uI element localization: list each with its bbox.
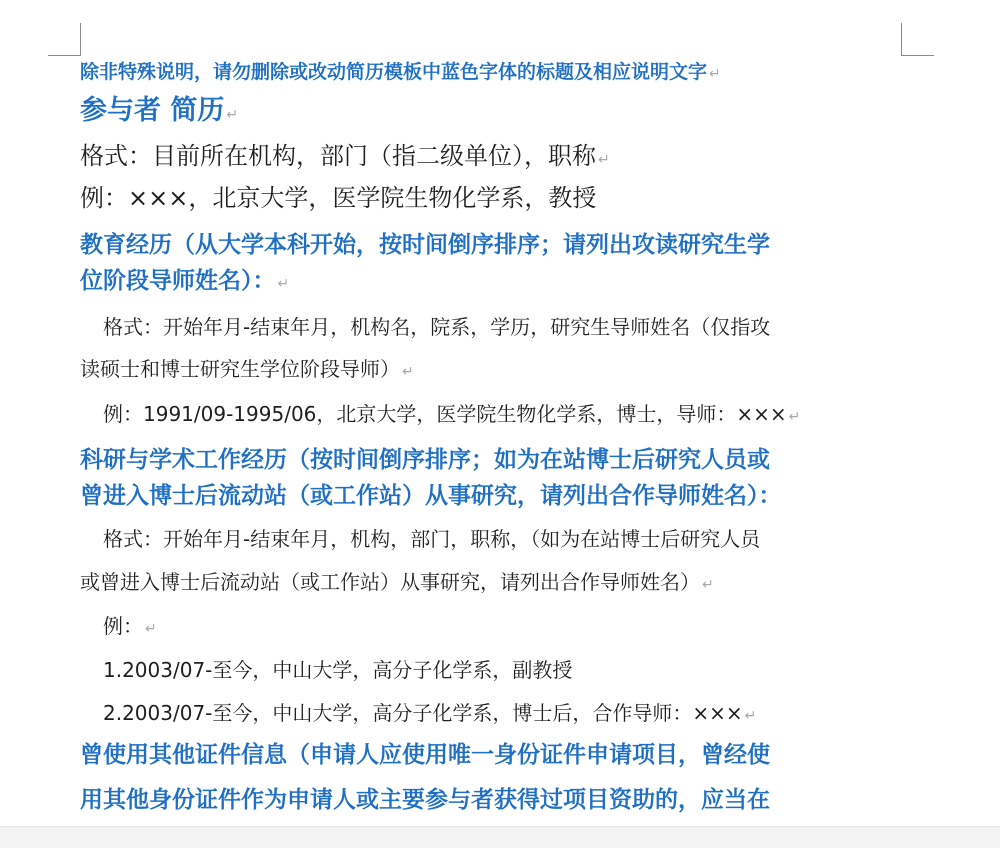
- education-example-line[interactable]: 例：1991/09-1995/06，北京大学，医学院生物化学系，博士，导师：××× ↵: [103, 402, 801, 426]
- education-format-line-1[interactable]: 格式：开始年月-结束年月，机构名，院系，学历，研究生导师姓名（仅指攻: [103, 315, 771, 339]
- research-format-line-1[interactable]: 格式：开始年月-结束年月，机构，部门，职称，（如为在站博士后研究人员: [103, 527, 761, 551]
- paragraph-mark-icon: ↵: [145, 621, 157, 637]
- template-note[interactable]: 除非特殊说明，请勿删除或改动简历模板中蓝色字体的标题及相应说明文字 ↵: [80, 61, 721, 83]
- example-line[interactable]: 例：×××，北京大学，医学院生物化学系，教授: [80, 184, 597, 212]
- paragraph-mark-icon: ↵: [709, 66, 721, 82]
- education-format-line-2[interactable]: 读硕士和博士研究生学位阶段导师） ↵: [80, 357, 414, 381]
- crop-mark-top-right: [901, 23, 934, 56]
- education-heading-line-1[interactable]: 教育经历（从大学本科开始，按时间倒序排序；请列出攻读研究生学: [80, 231, 770, 258]
- paragraph-mark-icon: ↵: [702, 577, 714, 593]
- research-heading-line-2[interactable]: 曾进入博士后流动站（或工作站）从事研究，请列出合作导师姓名）：: [80, 482, 782, 509]
- paragraph-mark-icon: ↵: [744, 708, 757, 724]
- research-heading-line-1[interactable]: 科研与学术工作经历（按时间倒序排序；如为在站博士后研究人员或: [80, 446, 770, 473]
- education-heading-line-2[interactable]: 位阶段导师姓名）： ↵: [80, 267, 290, 294]
- id-heading-line-1[interactable]: 曾使用其他证件信息（申请人应使用唯一身份证件申请项目，曾经使: [80, 741, 770, 768]
- paragraph-mark-icon: ↵: [277, 276, 290, 292]
- research-format-line-2[interactable]: 或曾进入博士后流动站（或工作站）从事研究，请列出合作导师姓名） ↵: [80, 570, 714, 594]
- paragraph-mark-icon: ↵: [788, 409, 801, 425]
- crop-mark-top-left: [48, 23, 81, 56]
- bottom-scroll-area: [0, 826, 1000, 848]
- research-example-item-2[interactable]: 2.2003/07-至今，中山大学，高分子化学系，博士后，合作导师：××× ↵: [103, 701, 757, 725]
- id-heading-line-2[interactable]: 用其他身份证件作为申请人或主要参与者获得过项目资助的，应当在: [80, 786, 770, 813]
- research-example-label[interactable]: 例： ↵: [103, 614, 157, 638]
- format-line[interactable]: 格式：目前所在机构，部门（指二级单位），职称 ↵: [80, 142, 610, 170]
- resume-title[interactable]: 参与者 简历 ↵: [80, 95, 239, 126]
- paragraph-mark-icon: ↵: [226, 107, 239, 123]
- paragraph-mark-icon: ↵: [598, 152, 610, 168]
- research-example-item-1[interactable]: 1.2003/07-至今，中山大学，高分子化学系，副教授: [103, 658, 573, 682]
- paragraph-mark-icon: ↵: [402, 364, 414, 380]
